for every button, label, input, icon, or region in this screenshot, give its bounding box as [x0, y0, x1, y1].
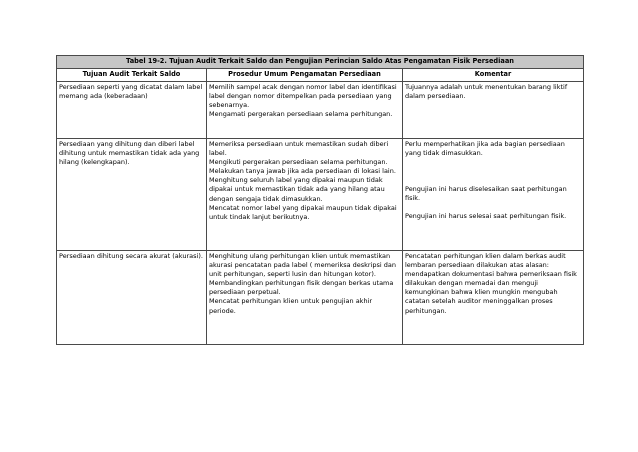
- procedure-text: Mencatat nomor label yang dipakai maupun tidak dipakai untuk tindak lanjut berikutnya.: [209, 203, 397, 221]
- procedure-cell: [207, 82, 403, 139]
- comment-cell: [403, 251, 584, 345]
- objective-cell: [57, 139, 207, 251]
- audit-objectives-table: [56, 55, 584, 345]
- comment-cell: [403, 82, 584, 139]
- column-header-comment: Komentar: [403, 69, 584, 82]
- column-header-objective: Tujuan Audit Terkait Saldo: [57, 69, 207, 82]
- procedure-text: Membandingkan perhitungan fisik dengan berkas utama persediaan perpetual.: [209, 279, 394, 297]
- table-header-row: [57, 69, 584, 82]
- procedure-text: Mencatat perhitungan klien untuk pengujian akhir periode.: [209, 297, 373, 315]
- objective-text: Persediaan yang dihitung dan diberi label dihitung untuk memastikan tidak ada yang hilang (kelengkapan).: [59, 140, 200, 167]
- procedure-text: Menghitung ulang perhitungan klien untuk memastikan akurasi pencatatan pada label ( memeriksa deskripsi dan unit perhitungan, seperti lusin dan hitungan kotor).: [209, 252, 397, 279]
- procedure-text: Mengamati pergerakan persediaan selama perhitungan.: [209, 110, 393, 119]
- objective-cell: [57, 82, 207, 139]
- comment-text: Pengujian ini harus selesai saat perhitungan fisik.: [405, 212, 567, 221]
- procedure-text: Mengikuti pergerakan persediaan selama perhitungan.: [209, 158, 388, 167]
- comment-text: Tujuannya adalah untuk menentukan barang liktif dalam persediaan.: [405, 83, 568, 101]
- procedure-cell: [207, 139, 403, 251]
- column-header-procedure: Prosedur Umum Pengamatan Persediaan: [207, 69, 403, 82]
- table-row: [57, 139, 584, 251]
- comment-text: Perlu memperhatikan jika ada bagian persediaan yang tidak dimasukkan.: [405, 140, 565, 158]
- procedure-text: Memilih sampel acak dengan nomor label dan identifikasi label dengan nomor ditempelkan pada persediaan yang sebenarnya.: [209, 83, 397, 110]
- table-row: [57, 82, 584, 139]
- procedure-text: Memeriksa persediaan untuk memastikan sudah diberi label.: [209, 140, 389, 158]
- comment-text: Pencatatan perhitungan klien dalam berkas audit lembaran persediaan dilakukan atas alasan: mendapatkan dokumentasi bahwa pemeriksaan fisik dilakukan dengan memadai dan menguji kemungkinan bahwa klien mungkin mengubah catatan setelah auditor meninggalkan proses perhitungan.: [405, 252, 577, 315]
- comment-cell: [403, 139, 584, 251]
- objective-text: Persediaan seperti yang dicatat dalam label memang ada (keberadaan): [59, 83, 203, 101]
- table-caption: Tabel 19-2. Tujuan Audit Terkait Saldo dan Pengujian Perincian Saldo Atas Pengamatan Fisik Persediaan: [57, 56, 584, 69]
- objective-text: Persediaan dihitung secara akurat (akurasi).: [59, 252, 203, 260]
- table-caption-row: [57, 56, 584, 69]
- comment-text: Pengujian ini harus diselesaikan saat perhitungan fisik.: [405, 185, 567, 203]
- table-row: [57, 251, 584, 345]
- objective-cell: [57, 251, 207, 345]
- procedure-cell: [207, 251, 403, 345]
- procedure-text: Melakukan tanya jawab jika ada persediaan di lokasi lain.: [209, 167, 396, 176]
- procedure-text: Menghitung seluruh label yang dipakai maupun tidak dipakai untuk memastikan tidak ada yang hilang atau dengan sengaja tidak dimasukkan.: [209, 176, 385, 203]
